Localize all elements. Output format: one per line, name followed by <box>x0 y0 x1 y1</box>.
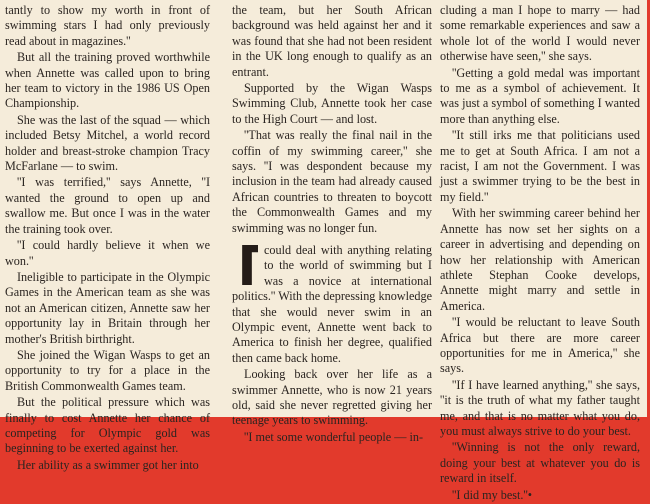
dropcap-i-glyph <box>236 245 258 285</box>
paragraph: With her swimming career behind her Annette has now set her sights on a career in advertising and depending on how her relationship with American athlete Stephan Cooke develops, Annette might marry and settle in America. <box>440 206 640 313</box>
paragraph: ''That was really the final nail in the coffin of my swimming career,'' she says. ''I was despondent because my inclusion in the team had already caused African countries to threaten to boycott the Commonwealth Games and my swimming was no longer fun. <box>232 128 432 235</box>
paragraph: She joined the Wigan Wasps to get an opportunity to try for a place in the British Commonwealth Games team. <box>5 347 210 393</box>
paragraph: cluding a man I hope to marry — had some remarkable experiences and saw a whole lot of the world I would never otherwise have seen,'' she says. <box>440 3 640 64</box>
paragraph: tantly to show my worth in front of swimming stars I had only previously read about in magazines.'' <box>5 3 210 48</box>
paragraph: But the political pressure which was finally to cost Annette her chance of competing for Olympic gold was beginning to be exerted against her. <box>5 395 210 456</box>
paragraph: ''I could hardly believe it when we won.'' <box>5 238 210 268</box>
paragraph: But all the training proved worthwhile when Annette was called upon to bring her team to victory in the 1986 US Open Championship. <box>5 50 210 111</box>
paragraph: ''Getting a gold medal was important to me as a symbol of achievement. It was just a symbol of something I wanted more than anything else. <box>440 65 640 126</box>
article-column-3 <box>440 3 640 504</box>
paragraph: ''I was terrified,'' says Annette, ''I wanted the ground to open up and swallow me. But once I was in the water the training took over. <box>5 175 210 236</box>
paragraph: Looking back over her life as a swimmer Annette, who is now 21 years old, said she never regretted giving her teenage years to swimming. <box>232 367 432 428</box>
paragraph: ''It still irks me that politicians used me to get at South Africa. I am not a racist, I am not the Government. I was just a swimmer trying to be the best in my field.'' <box>440 128 640 204</box>
paragraph: ''I would be reluctant to leave South Africa but there are more career opportunities for me in America,'' she says. <box>440 315 640 376</box>
article-column-2-lower <box>232 243 432 446</box>
paragraph: ''I met some wonderful people — in- <box>244 429 424 444</box>
paragraph: ''I did my best.''• <box>452 487 533 502</box>
paragraph: She was the last of the squad — which included Betsy Mitchel, a world record holder and breast-stroke champion Tracy McFarlane — to swim. <box>5 112 210 174</box>
dropcap-paragraph <box>232 243 432 366</box>
article-column-1 <box>5 3 210 474</box>
paragraph: Her ability as a swimmer got her into <box>17 457 199 472</box>
paragraph: ''If I have learned anything,'' she says, ''it is the truth of what my father taught me, and that is no matter what you do, you must always strive to do your best. <box>440 377 640 438</box>
paragraph: ''Winning is not the only reward, doing your best at whatever you do is reward in itself. <box>440 440 640 486</box>
article-column-2 <box>232 3 432 237</box>
dropcap-paragraph-text: could deal with anything relating to the world of swimming but I was a novice at international politics.'' With the depressing knowledge that she would never swim in an Olympic event, Annette went back to America to finish her degree, qualified then came back home. <box>232 243 432 365</box>
paragraph: Ineligible to participate in the Olympic Games in the American team as she was not an American citizen, Annette saw her opportunity lay in Britain through her mother's British birthright. <box>5 269 210 346</box>
paragraph: the team, but her South African background was held against her and it was found that she had not been resident in the UK long enough to qualify as an entrant. <box>232 3 432 79</box>
paragraph: Supported by the Wigan Wasps Swimming Club, Annette took her case to the High Court — and lost. <box>232 81 432 126</box>
